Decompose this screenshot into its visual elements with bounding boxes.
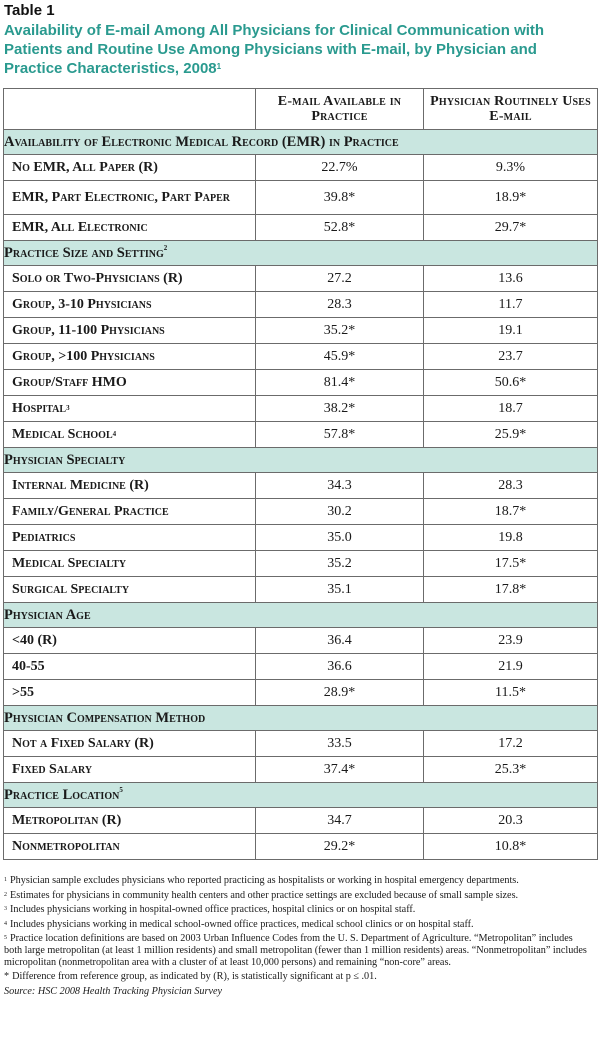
cell-email-available: 35.2* <box>256 318 424 344</box>
row-label-text: EMR, Part Electronic, Part Paper <box>12 189 230 205</box>
section-title <box>4 448 598 473</box>
table-row <box>4 318 598 344</box>
cell-routine-use: 19.1 <box>424 318 598 344</box>
section-title-text: Practice Location <box>4 786 120 803</box>
cell-routine-use: 19.8 <box>424 525 598 551</box>
row-label <box>4 215 256 241</box>
footnote-text: Practice location definitions are based on 2003 Urban Influence Codes from the U. S. Department of Agriculture. “Metropolitan” includes both large metropolitan (at least 1 million residents) and small metropolitan (fewer than 1 million residents) areas. “Nonmetropolitan” includes micropolitan (nonmetropolitan area with a cluster of at least 10,000 persons) and remaining “non-core” areas. <box>4 933 587 968</box>
row-footnote-mark: 4 <box>112 429 117 438</box>
cell-routine-use: 18.9* <box>424 181 598 215</box>
row-label <box>4 396 256 422</box>
row-label <box>4 654 256 680</box>
footnote-text: Estimates for physicians in community health centers and other practice settings are excluded because of small sample sizes. <box>10 889 519 901</box>
section-footnote-mark: 2 <box>163 243 168 252</box>
cell-routine-use: 11.5* <box>424 680 598 706</box>
row-label <box>4 628 256 654</box>
footnote <box>4 875 592 887</box>
table-row <box>4 551 598 577</box>
cell-routine-use: 10.8* <box>424 834 598 860</box>
row-label-text: Solo or Two-Physicians (R) <box>12 270 183 286</box>
column-header-routine-use: Physician Routinely Uses E-mail <box>424 89 598 130</box>
cell-routine-use: 23.7 <box>424 344 598 370</box>
table-row <box>4 808 598 834</box>
row-label <box>4 370 256 396</box>
row-label <box>4 155 256 181</box>
section-title <box>4 706 598 731</box>
row-label-text: Internal Medicine (R) <box>12 477 149 493</box>
cell-routine-use: 17.5* <box>424 551 598 577</box>
column-header-characteristic <box>4 89 256 130</box>
cell-email-available: 81.4* <box>256 370 424 396</box>
row-label-text: Nonmetropolitan <box>12 838 120 854</box>
row-label <box>4 834 256 860</box>
header-row <box>4 89 598 130</box>
row-label <box>4 266 256 292</box>
table-label: Table 1 <box>4 2 55 19</box>
row-label-text: Hospital <box>12 400 67 416</box>
table-row <box>4 292 598 318</box>
footnote-list <box>4 875 592 983</box>
column-header-email-available: E-mail Available in Practice <box>256 89 424 130</box>
cell-routine-use: 11.7 <box>424 292 598 318</box>
footnote <box>4 933 592 968</box>
footnote-mark: 4 <box>4 920 7 927</box>
table-row <box>4 215 598 241</box>
cell-email-available: 27.2 <box>256 266 424 292</box>
table-row <box>4 731 598 757</box>
row-footnote-mark: 3 <box>66 403 70 412</box>
section-title <box>4 603 598 628</box>
row-label-text: Pediatrics <box>12 529 76 545</box>
footnote <box>4 890 592 902</box>
cell-routine-use: 23.9 <box>424 628 598 654</box>
row-label-text: Fixed Salary <box>12 761 93 777</box>
section-footnote-mark: 5 <box>119 785 123 794</box>
table-row <box>4 181 598 215</box>
row-label-text: 40-55 <box>12 658 45 674</box>
cell-email-available: 52.8* <box>256 215 424 241</box>
cell-email-available: 35.0 <box>256 525 424 551</box>
row-label <box>4 422 256 448</box>
table-row <box>4 680 598 706</box>
row-label <box>4 577 256 603</box>
cell-routine-use: 13.6 <box>424 266 598 292</box>
cell-email-available: 57.8* <box>256 422 424 448</box>
data-table <box>3 88 598 860</box>
section-header-row <box>4 783 598 808</box>
row-label-text: <40 (R) <box>12 632 57 648</box>
footnotes <box>4 875 592 997</box>
row-label-text: EMR, All Electronic <box>12 219 148 235</box>
cell-routine-use: 18.7* <box>424 499 598 525</box>
section-title-text: Physician Age <box>4 606 91 623</box>
table-row <box>4 422 598 448</box>
row-label-text: >55 <box>12 684 34 700</box>
row-label <box>4 499 256 525</box>
row-label-text: Medical School <box>12 426 113 442</box>
cell-routine-use: 25.9* <box>424 422 598 448</box>
table-row <box>4 834 598 860</box>
cell-routine-use: 50.6* <box>424 370 598 396</box>
table-row <box>4 370 598 396</box>
row-label-text: Family/General Practice <box>12 503 169 519</box>
table-row <box>4 396 598 422</box>
row-label-text: Surgical Specialty <box>12 581 130 597</box>
cell-routine-use: 18.7 <box>424 396 598 422</box>
table-row <box>4 155 598 181</box>
title-footnote-mark: 1 <box>216 62 222 71</box>
section-header-row <box>4 241 598 266</box>
cell-email-available: 37.4* <box>256 757 424 783</box>
section-title <box>4 241 598 266</box>
table-row <box>4 499 598 525</box>
row-label-text: Group, 3-10 Physicians <box>12 296 152 312</box>
cell-email-available: 34.3 <box>256 473 424 499</box>
row-label <box>4 757 256 783</box>
row-label <box>4 181 256 215</box>
footnote <box>4 904 592 916</box>
footnote <box>4 919 592 931</box>
table-row <box>4 654 598 680</box>
section-header-row <box>4 130 598 155</box>
footnote-mark: 5 <box>4 935 7 942</box>
row-label-text: Group/Staff HMO <box>12 374 127 390</box>
table-row <box>4 525 598 551</box>
section-header-row <box>4 603 598 628</box>
cell-routine-use: 20.3 <box>424 808 598 834</box>
cell-routine-use: 28.3 <box>424 473 598 499</box>
row-label <box>4 318 256 344</box>
footnote <box>4 971 592 983</box>
cell-email-available: 22.7% <box>256 155 424 181</box>
table-body <box>4 130 598 860</box>
table-row <box>4 577 598 603</box>
section-title-text: Practice Size and Setting <box>4 244 164 261</box>
section-header-row <box>4 706 598 731</box>
row-label <box>4 551 256 577</box>
footnote-mark: 1 <box>4 877 7 883</box>
footnote-text: Difference from reference group, as indicated by (R), is statistically significant at p ≤ .01. <box>12 971 377 983</box>
table-row <box>4 266 598 292</box>
table-row <box>4 344 598 370</box>
row-label <box>4 344 256 370</box>
cell-email-available: 30.2 <box>256 499 424 525</box>
table-row <box>4 628 598 654</box>
section-header-row <box>4 448 598 473</box>
table-row <box>4 473 598 499</box>
section-title-text: Physician Specialty <box>4 451 126 468</box>
cell-routine-use: 17.2 <box>424 731 598 757</box>
row-label-text: Group, 11-100 Physicians <box>12 322 165 338</box>
section-title <box>4 783 598 808</box>
table-title <box>4 21 594 78</box>
cell-routine-use: 21.9 <box>424 654 598 680</box>
footnote-mark: 2 <box>4 891 7 898</box>
row-label-text: Not a Fixed Salary (R) <box>12 735 154 751</box>
cell-routine-use: 25.3* <box>424 757 598 783</box>
table-row <box>4 757 598 783</box>
cell-email-available: 34.7 <box>256 808 424 834</box>
row-label-text: No EMR, All Paper (R) <box>12 159 158 175</box>
cell-email-available: 28.3 <box>256 292 424 318</box>
cell-email-available: 28.9* <box>256 680 424 706</box>
row-label <box>4 525 256 551</box>
title-text: Availability of E-mail Among All Physicians for Clinical Communication with Patients and Routine Use Among Physicians with E-mail, by Physician and Practice Characteristics, 2008 <box>4 22 545 77</box>
cell-email-available: 36.4 <box>256 628 424 654</box>
section-title-text: Availability of Electronic Medical Record (EMR) in Practice <box>4 133 399 150</box>
cell-email-available: 36.6 <box>256 654 424 680</box>
row-label-text: Metropolitan (R) <box>12 812 122 828</box>
source-line: Source: HSC 2008 Health Tracking Physician Survey <box>4 985 223 997</box>
cell-routine-use: 29.7* <box>424 215 598 241</box>
section-title-text: Physician Compensation Method <box>4 709 206 726</box>
cell-email-available: 29.2* <box>256 834 424 860</box>
footnote-mark: * <box>4 971 10 983</box>
footnote-text: Physician sample excludes physicians who reported practicing as hospitalists or working in hospital emergency departments. <box>10 875 519 886</box>
footnote-text: Includes physicians working in hospital-owned office practices, hospital clinics or on hospital staff. <box>10 904 416 916</box>
row-label <box>4 292 256 318</box>
footnote-mark: 3 <box>4 906 7 913</box>
cell-routine-use: 17.8* <box>424 577 598 603</box>
row-label <box>4 808 256 834</box>
cell-email-available: 45.9* <box>256 344 424 370</box>
row-label <box>4 680 256 706</box>
cell-email-available: 38.2* <box>256 396 424 422</box>
row-label <box>4 731 256 757</box>
section-title <box>4 130 598 155</box>
footnote-text: Includes physicians working in medical school-owned office practices, medical school clinics or on hospital staff. <box>10 918 474 930</box>
row-label-text: Medical Specialty <box>12 555 127 571</box>
cell-routine-use: 9.3% <box>424 155 598 181</box>
cell-email-available: 35.1 <box>256 577 424 603</box>
row-label-text: Group, >100 Physicians <box>12 348 155 364</box>
row-label <box>4 473 256 499</box>
cell-email-available: 33.5 <box>256 731 424 757</box>
cell-email-available: 35.2 <box>256 551 424 577</box>
cell-email-available: 39.8* <box>256 181 424 215</box>
